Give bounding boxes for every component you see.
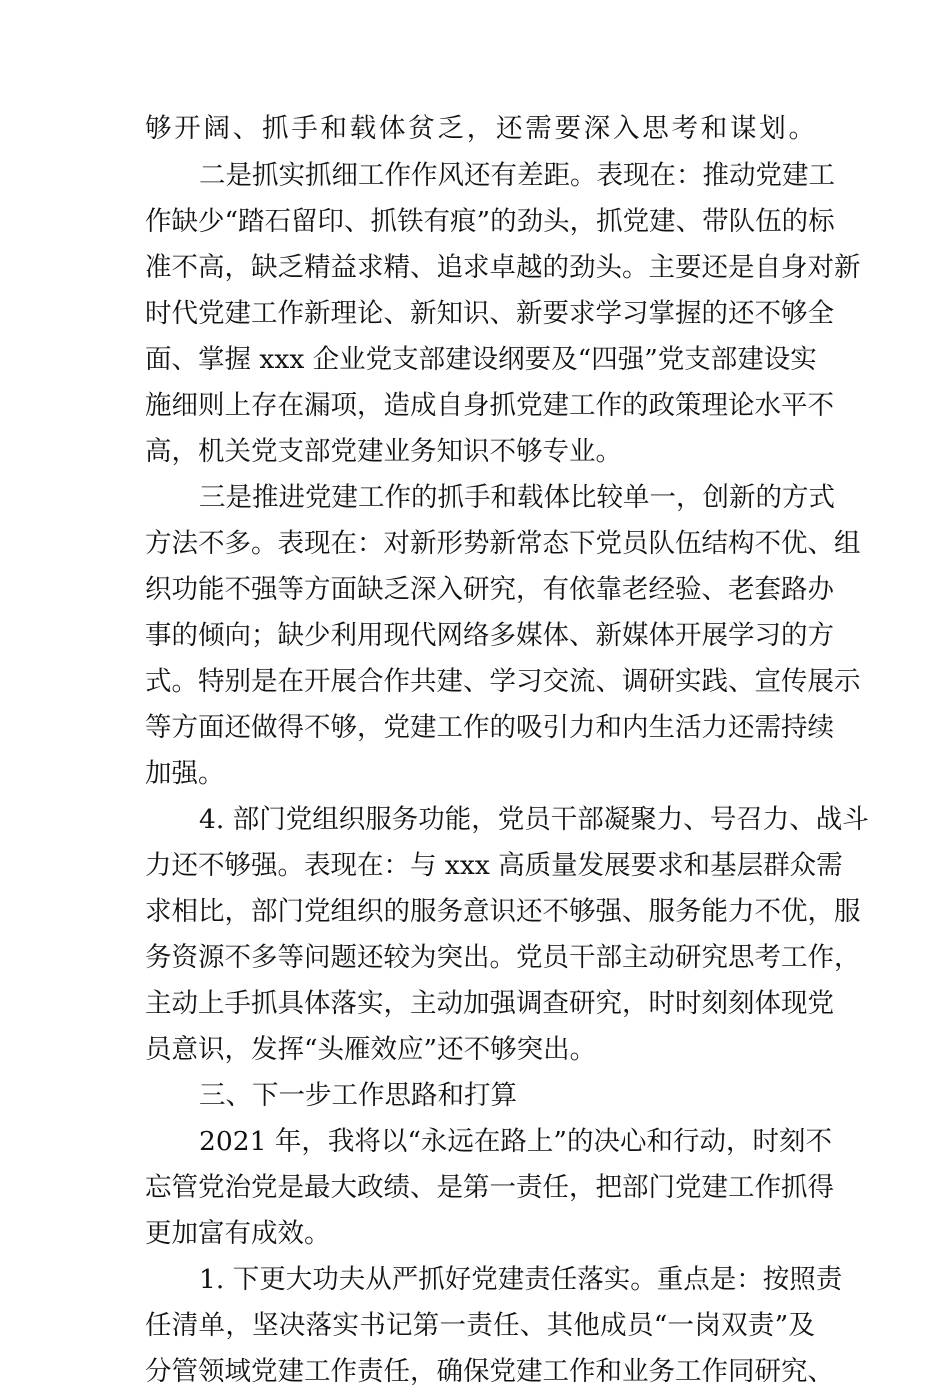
text-line: 式。特别是在开展合作共建、学习交流、调研实践、宣传展示 [145, 666, 861, 697]
text-line: 事的倾向；缺少利用现代网络多媒体、新媒体开展学习的方 [145, 620, 834, 651]
text-line: 求相比，部门党组织的服务意识还不够强、服务能力不优，服 [145, 896, 861, 927]
text-line: 更加富有成效。 [145, 1218, 331, 1249]
text-line: 主动上手抓具体落实，主动加强调查研究，时时刻刻体现党 [145, 988, 834, 1019]
text-line: 加强。 [145, 758, 225, 789]
text-line: 员意识，发挥“头雁效应”还不够突出。 [145, 1034, 597, 1065]
text-line: 2021 年，我将以“永远在路上”的决心和行动，时刻不 [199, 1126, 832, 1157]
text-line: 二是抓实抓细工作作风还有差距。表现在：推动党建工 [199, 160, 835, 191]
text-line: 三是推进党建工作的抓手和载体比较单一，创新的方式 [199, 482, 835, 513]
text-line: 高，机关党支部党建业务知识不够专业。 [145, 436, 622, 467]
text-line: 力还不够强。表现在：与 xxx 高质量发展要求和基层群众需 [145, 850, 843, 881]
text-line: 等方面还做得不够，党建工作的吸引力和内生活力还需持续 [145, 712, 834, 743]
text-line: 够开阔、抓手和载体贫乏，还需要深入思考和谋划。 [145, 113, 815, 144]
section-heading: 三、下一步工作思路和打算 [199, 1080, 517, 1111]
text-line: 任清单，坚决落实书记第一责任、其他成员“一岗双责”及 [145, 1310, 815, 1341]
text-line: 方法不多。表现在：对新形势新常态下党员队伍结构不优、组 [145, 528, 861, 559]
text-line: 作缺少“踏石留印、抓铁有痕”的劲头，抓党建、带队伍的标 [145, 206, 835, 237]
text-line: 1. 下更大功夫从严抓好党建责任落实。重点是：按照责 [199, 1264, 843, 1295]
text-line: 忘管党治党是最大政绩、是第一责任，把部门党建工作抓得 [145, 1172, 834, 1203]
text-line: 准不高，缺乏精益求精、追求卓越的劲头。主要还是自身对新 [145, 252, 861, 283]
text-line: 时代党建工作新理论、新知识、新要求学习掌握的还不够全 [145, 298, 834, 329]
text-line: 织功能不强等方面缺乏深入研究，有依靠老经验、老套路办 [145, 574, 834, 605]
text-line: 务资源不多等问题还较为突出。党员干部主动研究思考工作， [145, 942, 861, 973]
text-line: 4. 部门党组织服务功能，党员干部凝聚力、号召力、战斗 [199, 804, 869, 835]
text-line: 分管领域党建工作责任，确保党建工作和业务工作同研究、 [145, 1356, 834, 1387]
text-line: 面、掌握 xxx 企业党支部建设纲要及“四强”党支部建设实 [145, 344, 817, 375]
text-line: 施细则上存在漏项，造成自身抓党建工作的政策理论水平不 [145, 390, 834, 421]
